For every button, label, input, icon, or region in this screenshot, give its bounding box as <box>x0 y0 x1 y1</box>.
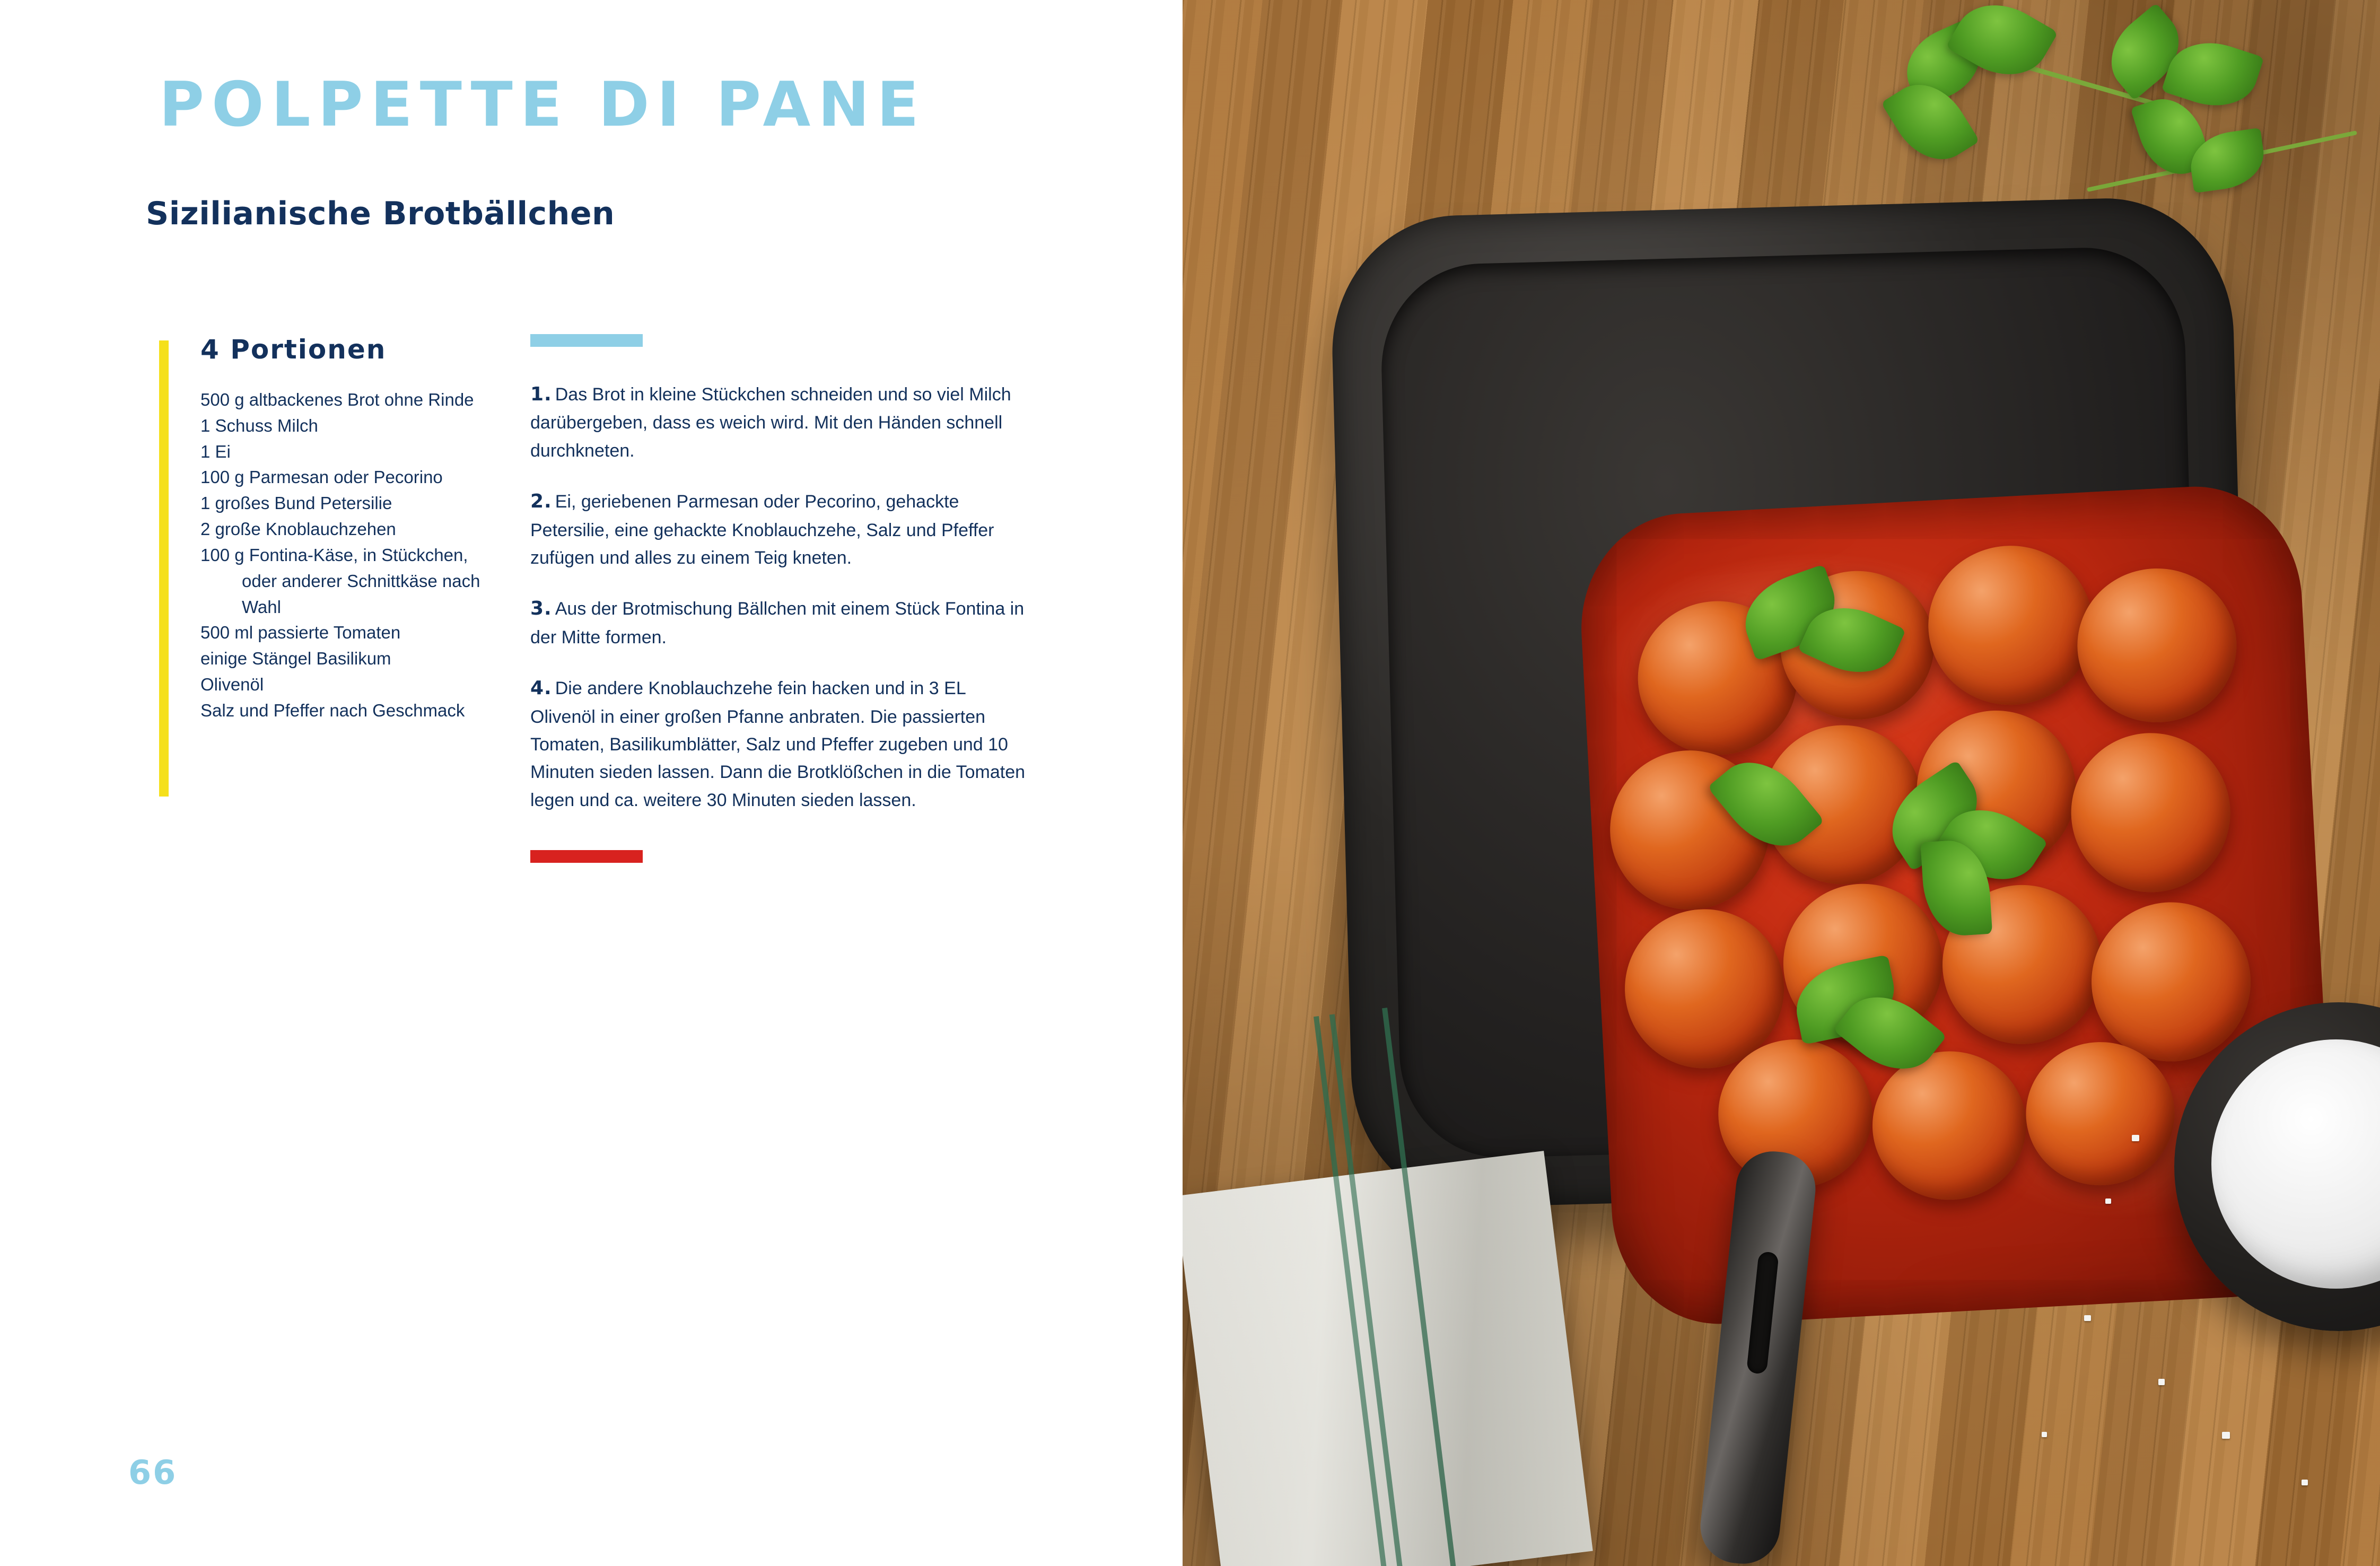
list-item: 500 g altbackenes Brot ohne Rinde <box>200 390 474 409</box>
list-item: 500 ml passierte Tomaten <box>200 623 401 643</box>
step-text: Aus der Brotmischung Bällchen mit einem Stück Fontina in der Mitte formen. <box>530 599 1025 648</box>
towel-shading <box>1183 1151 1593 1566</box>
page-title: POLPETTE DI PANE <box>159 69 926 141</box>
salt-grain <box>2084 1315 2091 1321</box>
step-3 <box>530 594 1029 651</box>
list-item: 100 g Parmesan oder Pecorino <box>200 467 443 487</box>
list-item: 1 Ei <box>200 441 231 461</box>
blue-rule-divider <box>530 334 643 347</box>
page-number: 66 <box>128 1453 178 1492</box>
salt-grain <box>2222 1432 2230 1439</box>
list-item: einige Stängel Basilikum <box>200 649 391 669</box>
salt-grain <box>2158 1379 2165 1385</box>
servings-label: 4 Portionen <box>200 334 387 365</box>
step-number: 3. <box>530 598 552 620</box>
step-text: Die andere Knoblauchzehe fein hacken und in 3 EL Olivenöl in einer großen Pfanne anbraten. Die passierten Tomaten, Basilikumblätter, Salz und Pfeffer zugeben und 10 Minuten sieden lassen. Dann die Brotklößchen in die Tomaten legen und ca. weitere 30 Minuten sieden lassen. <box>530 678 1026 810</box>
list-item: 1 großes Bund Petersilie <box>200 493 392 513</box>
step-1 <box>530 380 1029 465</box>
coarse-salt <box>2211 1039 2380 1289</box>
step-number: 2. <box>530 491 552 513</box>
salt-grain <box>2302 1480 2308 1485</box>
preparation-steps <box>530 334 1039 863</box>
red-rule-divider <box>530 850 643 863</box>
kitchen-towel <box>1183 1151 1593 1566</box>
salt-grain <box>2105 1198 2111 1204</box>
step-2 <box>530 487 1029 572</box>
page-subtitle: Sizilianische Brotbällchen <box>146 195 615 232</box>
ingredients-list <box>200 387 487 724</box>
list-item: 2 große Knoblauchzehen <box>200 519 396 539</box>
recipe-photo <box>1183 0 2380 1566</box>
recipe-text-column <box>0 0 1183 1566</box>
list-item: Olivenöl <box>200 675 264 695</box>
list-item: 1 Schuss Milch <box>200 415 318 435</box>
yellow-accent-bar <box>159 340 169 797</box>
step-number: 1. <box>530 383 552 405</box>
list-item: Salz und Pfeffer nach Geschmack <box>200 700 465 720</box>
salt-grain <box>2042 1432 2047 1437</box>
step-text: Das Brot in kleine Stückchen schneiden und so viel Milch darübergeben, dass es weich wird. Mit den Händen schnell durchkneten. <box>530 384 1011 461</box>
step-4 <box>530 673 1029 814</box>
handle-hanging-slot <box>1746 1251 1779 1375</box>
salt-grain <box>2132 1135 2139 1141</box>
cast-iron-skillet <box>1329 195 2256 1210</box>
step-text: Ei, geriebenen Parmesan oder Pecorino, gehackte Petersilie, eine gehackte Knoblauchzehe, Salz und Pfeffer zufügen und alles zu einem Teig kneten. <box>530 492 994 568</box>
step-number: 4. <box>530 677 552 699</box>
list-item: 100 g Fontina-Käse, in Stückchen, oder anderer Schnittkäse nach Wahl <box>200 545 480 617</box>
